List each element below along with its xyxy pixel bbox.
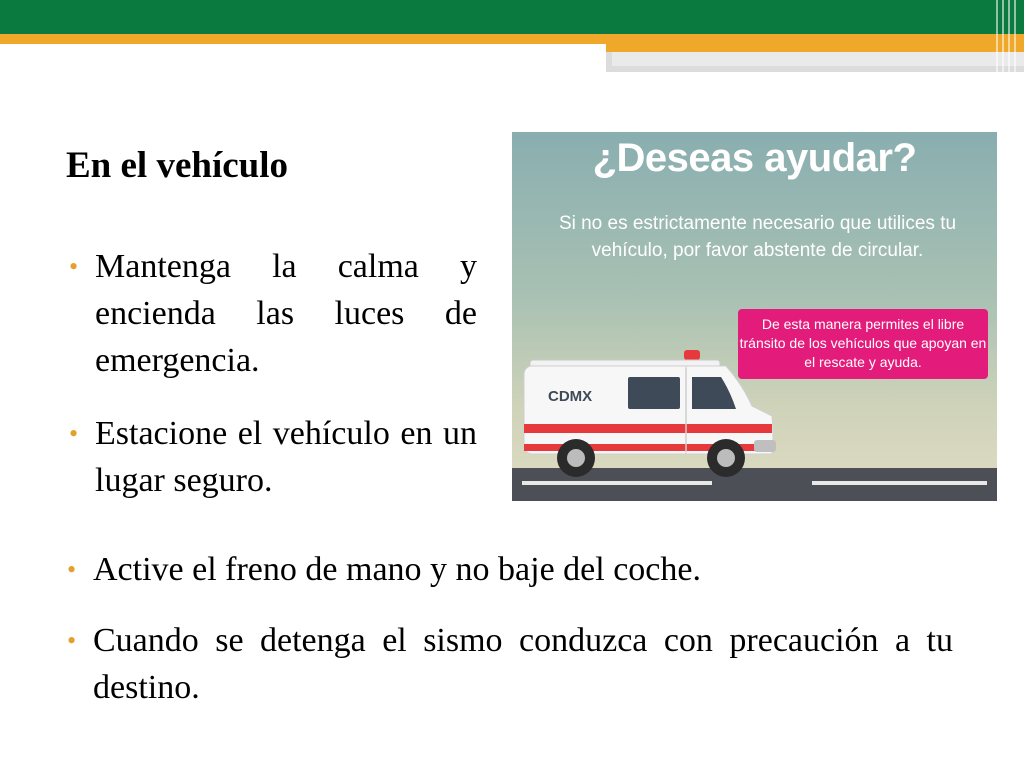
bullet-text: Active el freno de mano y no baje del coche.	[93, 551, 701, 588]
header-band-gold	[0, 34, 606, 44]
header-band-gold-right	[606, 34, 1024, 52]
bullet-text: Cuando se detenga el sismo conduzca con precaución a tu destino.	[93, 622, 953, 706]
ambulance-icon	[516, 344, 778, 484]
bullet-item	[69, 410, 477, 504]
slide-title: En el vehículo	[66, 145, 289, 186]
header-band-green	[0, 0, 1024, 34]
header-stripes	[996, 0, 1016, 72]
bullet-icon: •	[67, 555, 77, 584]
bullet-text: Mantenga la calma y encienda las luces de emergencia.	[95, 248, 477, 379]
poster-title: ¿Deseas ayudar?	[592, 136, 917, 180]
bullet-text: Estacione el vehículo en un lugar seguro.	[95, 415, 477, 499]
poster-subtitle: Si no es estrictamente necesario que utilices tu vehículo, por favor abstente de circular.	[558, 213, 957, 261]
bullet-item	[67, 546, 893, 593]
bullet-item	[69, 243, 477, 384]
poster-image	[512, 132, 997, 501]
bullet-icon: •	[69, 419, 79, 448]
bullet-item	[67, 617, 953, 711]
header-band-shadow	[606, 52, 1024, 72]
bullet-icon: •	[69, 252, 79, 281]
vehicle-label: CDMX	[548, 388, 593, 405]
poster-info-box: De esta manera permites el libre tránsito de los vehículos que apoyan en el rescate y ayuda.	[738, 309, 988, 379]
bullet-icon: •	[67, 626, 77, 655]
road-marking	[812, 481, 987, 485]
